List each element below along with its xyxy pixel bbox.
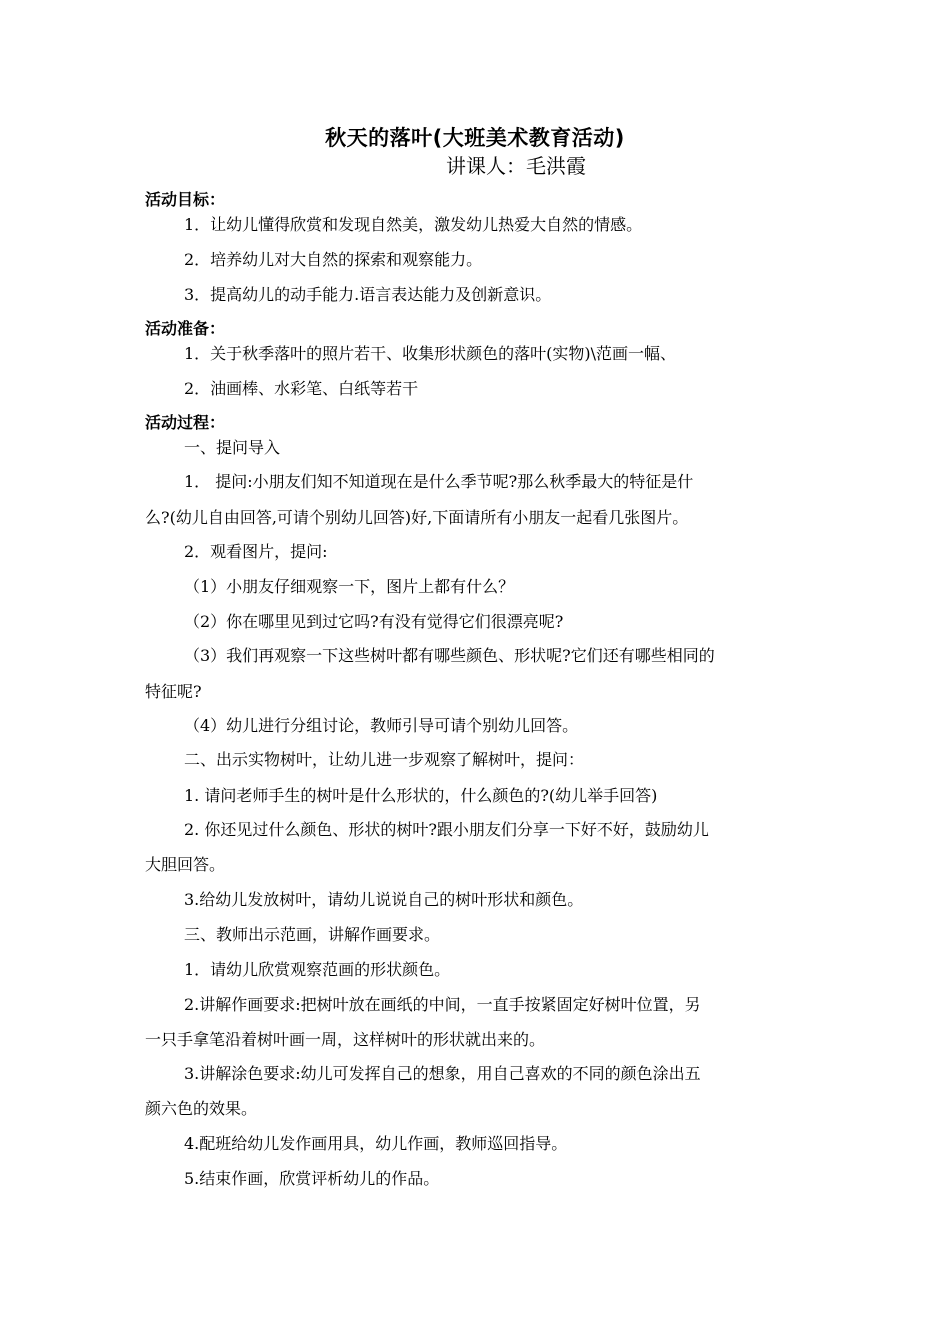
preparation-item: 1．关于秋季落叶的照片若干、收集形状颜色的落叶(实物)\范画一幅、 <box>184 344 677 363</box>
goal-item: 3．提高幼儿的动手能力.语言表达能力及创新意识。 <box>184 285 552 304</box>
process-paragraph-line: 1. 请问老师手生的树叶是什么形状的，什么颜色的?(幼儿举手回答) <box>184 786 658 805</box>
process-paragraph-line: 颜六色的效果。 <box>145 1099 258 1118</box>
goal-item: 2．培养幼儿对大自然的探索和观察能力。 <box>184 250 483 269</box>
process-paragraph-line: 2．观看图片，提问: <box>184 542 328 561</box>
preparation-item: 2．油画棒、水彩笔、白纸等若干 <box>184 379 419 398</box>
process-paragraph-line: 么?(幼儿自由回答,可请个别幼儿回答)好,下面请所有小朋友一起看几张图片。 <box>145 508 689 527</box>
process-paragraph-line: 一只手拿笔沿着树叶画一周，这样树叶的形状就出来的。 <box>145 1030 546 1049</box>
process-paragraph-line: 1． 提问:小朋友们知不知道现在是什么季节呢?那么秋季最大的特征是什 <box>184 472 694 491</box>
process-question: （2）你在哪里见到过它吗?有没有觉得它们很漂亮呢? <box>184 612 564 631</box>
process-section-title: 二、出示实物树叶，让幼儿进一步观察了解树叶，提问： <box>184 750 585 769</box>
process-paragraph-line: 3.给幼儿发放树叶，请幼儿说说自己的树叶形状和颜色。 <box>184 890 584 909</box>
process-paragraph-line: 2.讲解作画要求:把树叶放在画纸的中间，一直手按紧固定好树叶位置，另 <box>184 995 701 1014</box>
process-paragraph-line: 大胆回答。 <box>145 855 226 874</box>
goal-item: 1．让幼儿懂得欣赏和发现自然美，激发幼儿热爱大自然的情感。 <box>184 215 643 234</box>
process-section-title: 三、教师出示范画，讲解作画要求。 <box>184 925 441 944</box>
process-paragraph-line: 1．请幼儿欣赏观察范画的形状颜色。 <box>184 960 451 979</box>
goals-heading: 活动目标： <box>145 190 226 209</box>
process-question: 特征呢? <box>145 682 202 701</box>
process-paragraph-line: 5.结束作画，欣赏评析幼儿的作品。 <box>184 1169 440 1188</box>
process-heading: 活动过程： <box>145 413 226 432</box>
process-paragraph-line: 3.讲解涂色要求:幼儿可发挥自己的想象，用自己喜欢的不同的颜色涂出五 <box>184 1064 701 1083</box>
process-question: （3）我们再观察一下这些树叶都有哪些颜色、形状呢?它们还有哪些相同的 <box>184 646 715 665</box>
process-paragraph-line: 2. 你还见过什么颜色、形状的树叶?跟小朋友们分享一下好不好，鼓励幼儿 <box>184 820 709 839</box>
preparation-heading: 活动准备： <box>145 319 226 338</box>
process-question: （4）幼儿进行分组讨论，教师引导可请个别幼儿回答。 <box>184 716 579 735</box>
process-question: （1）小朋友仔细观察一下，图片上都有什么？ <box>184 577 515 596</box>
process-paragraph-line: 4.配班给幼儿发作画用具，幼儿作画，教师巡回指导。 <box>184 1134 568 1153</box>
document-title: 秋天的落叶(大班美术教育活动) <box>325 126 625 150</box>
process-section-title: 一、提问导入 <box>184 438 281 457</box>
lecturer-line: 讲课人：毛洪霞 <box>446 154 586 178</box>
